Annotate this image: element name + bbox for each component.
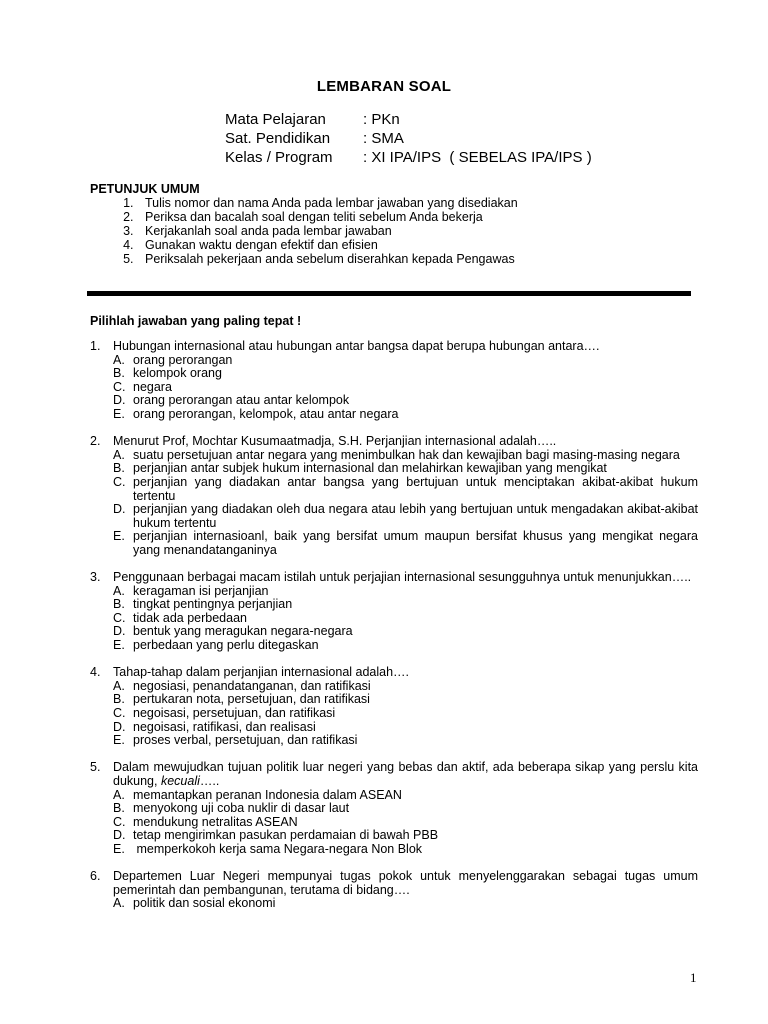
- instruction-item: 3. Kerjakanlah soal anda pada lembar jawaban: [137, 224, 518, 238]
- option-text: negoisasi, persetujuan, dan ratifikasi: [133, 706, 336, 721]
- page-title: LEMBARAN SOAL: [316, 78, 452, 95]
- answer-option: [113, 680, 698, 694]
- question-text: [113, 761, 698, 788]
- subject-value: : PKn: [363, 111, 400, 128]
- answer-option: [113, 816, 698, 830]
- option-letter: C.: [113, 610, 126, 625]
- question-number: 2.: [90, 434, 101, 449]
- option-letter: D.: [113, 393, 126, 408]
- divider-rule: [87, 291, 691, 296]
- option-letter: D.: [113, 502, 126, 517]
- option-text: kelompok orang: [133, 366, 222, 381]
- question-number: 6.: [90, 869, 101, 884]
- answer-option: [113, 829, 698, 843]
- option-letter: A.: [113, 583, 125, 598]
- option-text: negara: [133, 379, 172, 394]
- option-text: bentuk yang meragukan negara-negara: [133, 624, 353, 639]
- subject-row: [225, 110, 592, 129]
- school-level-label: Sat. Pendidikan: [225, 130, 331, 147]
- question-stem: [90, 435, 698, 449]
- answer-option: [113, 789, 698, 803]
- option-text: perjanjian yang diadakan antar bangsa yang bertujuan untuk menciptakan akibat-akibat hukum tertentu: [133, 474, 698, 503]
- option-letter: A.: [113, 678, 125, 693]
- school-level-value: : SMA: [363, 130, 404, 147]
- answer-option: [113, 381, 698, 395]
- option-letter: B.: [113, 461, 125, 476]
- question-4: [90, 666, 698, 748]
- question-number: 5.: [90, 760, 101, 775]
- option-text: perjanjian internasioanl, baik yang bersifat umum maupun bersifat khusus yang mengikat negara yang menandatanganinya: [133, 529, 698, 557]
- answer-options: [90, 680, 698, 748]
- question-5: [90, 761, 698, 856]
- option-text: proses verbal, persetujuan, dan ratifikasi: [133, 733, 358, 748]
- option-text: pertukaran nota, persetujuan, dan ratifikasi: [133, 692, 370, 707]
- option-text: tetap mengirimkan pasukan perdamaian di bawah PBB: [133, 828, 439, 843]
- answer-options: [90, 897, 698, 911]
- option-text: negosiasi, penandatanganan, dan ratifikasi: [133, 678, 371, 693]
- general-instructions: [90, 182, 518, 266]
- instruction-item: 4. Gunakan waktu dengan efektif dan efisien: [137, 238, 518, 252]
- question-list: [90, 340, 698, 925]
- answer-options: [90, 789, 698, 857]
- question-text-tail: …..: [199, 774, 220, 788]
- answer-option: [113, 476, 698, 503]
- question-text: Menurut Prof, Mochtar Kusumaatmadja, S.H. Perjanjian internasional adalah…..: [113, 434, 557, 449]
- option-text: mendukung netralitas ASEAN: [133, 814, 298, 829]
- option-letter: D.: [113, 828, 126, 843]
- option-letter: C.: [113, 379, 126, 394]
- option-letter: E.: [113, 841, 125, 856]
- option-letter: B.: [113, 692, 125, 707]
- option-text: memantapkan peranan Indonesia dalam ASEAN: [133, 787, 402, 802]
- answer-options: [90, 449, 698, 558]
- question-number: 1.: [90, 339, 101, 353]
- answer-options: [90, 354, 698, 422]
- option-text: politik dan sosial ekonomi: [133, 896, 276, 911]
- answer-option: [113, 394, 698, 408]
- option-letter: E.: [113, 406, 125, 421]
- option-text: orang perorangan atau antar kelompok: [133, 393, 350, 408]
- answer-option: [113, 449, 698, 463]
- question-3: [90, 571, 698, 653]
- instruction-item: 1. Tulis nomor dan nama Anda pada lembar jawaban yang disediakan: [137, 196, 518, 210]
- question-stem: [90, 340, 698, 354]
- question-text: Departemen Luar Negeri mempunyai tugas pokok untuk menyelenggarakan sebagai tugas umum pemerintah dan pembangunan, terutama di bidang….: [113, 869, 698, 897]
- answer-option: [113, 721, 698, 735]
- question-6: [90, 870, 698, 911]
- question-text-main: Dalam mewujudkan tujuan politik luar negeri yang bebas dan aktif, ada beberapa sikap yang perslu kita dukung,: [113, 760, 698, 788]
- option-text: tingkat pentingnya perjanjian: [133, 597, 293, 612]
- answer-option: [113, 530, 698, 557]
- option-letter: D.: [113, 624, 126, 639]
- option-text: negoisasi, ratifikasi, dan realisasi: [133, 719, 316, 734]
- answer-option: [113, 625, 698, 639]
- subject-label: Mata Pelajaran: [225, 111, 326, 128]
- option-letter: B.: [113, 801, 125, 816]
- option-letter: C.: [113, 706, 126, 721]
- question-stem: [90, 761, 698, 788]
- question-text: Hubungan internasional atau hubungan antar bangsa dapat berupa hubungan antara….: [113, 339, 600, 353]
- instructions-heading: PETUNJUK UMUM: [90, 182, 200, 196]
- option-letter: E.: [113, 529, 125, 544]
- option-text: keragaman isi perjanjian: [133, 583, 269, 598]
- option-letter: E.: [113, 733, 125, 748]
- option-text: memperkokoh kerja sama Negara-negara Non Blok: [133, 841, 423, 856]
- question-2: [90, 435, 698, 557]
- option-text: menyokong uji coba nuklir di dasar laut: [133, 801, 350, 816]
- question-prompt: Pilihlah jawaban yang paling tepat !: [90, 314, 302, 328]
- instructions-list: [90, 196, 518, 266]
- option-letter: C.: [113, 474, 126, 489]
- instruction-item: 5. Periksalah pekerjaan anda sebelum diserahkan kepada Pengawas: [137, 252, 518, 266]
- answer-option: [113, 707, 698, 721]
- answer-option: [113, 612, 698, 626]
- option-text: suatu persetujuan antar negara yang menimbulkan hak dan kewajiban bagi masing-masing negara: [133, 447, 680, 462]
- class-program-row: [225, 148, 592, 167]
- option-text: orang perorangan, kelompok, atau antar negara: [133, 406, 399, 421]
- option-letter: A.: [113, 352, 125, 367]
- question-text: Tahap-tahap dalam perjanjian internasional adalah….: [113, 665, 410, 680]
- question-number: 4.: [90, 665, 101, 680]
- class-program-label: Kelas / Program: [225, 149, 333, 166]
- option-letter: B.: [113, 366, 125, 381]
- question-1: [90, 340, 698, 422]
- option-letter: A.: [113, 896, 125, 911]
- answer-option: [113, 734, 698, 748]
- option-text: perjanjian antar subjek hukum internasional dan melahirkan kewajiban yang mengikat: [133, 461, 607, 476]
- answer-option: [113, 367, 698, 381]
- answer-options: [90, 585, 698, 653]
- option-letter: A.: [113, 447, 125, 462]
- question-stem: [90, 666, 698, 680]
- question-text: Penggunaan berbagai macam istilah untuk perjajian internasional sesungguhnya untuk menunjukkan…..: [113, 570, 692, 585]
- class-program-value: : XI IPA/IPS ( SEBELAS IPA/IPS ): [363, 149, 592, 166]
- answer-option: [113, 639, 698, 653]
- answer-option: [113, 354, 698, 368]
- answer-option: [113, 693, 698, 707]
- answer-option: [113, 897, 698, 911]
- option-text: perbedaan yang perlu ditegaskan: [133, 638, 319, 653]
- answer-option: [113, 802, 698, 816]
- page-number: 1: [690, 970, 697, 985]
- answer-option: [113, 503, 698, 530]
- school-level-row: [225, 129, 592, 148]
- option-letter: B.: [113, 597, 125, 612]
- question-stem: [90, 870, 698, 897]
- option-text: perjanjian yang diadakan oleh dua negara atau lebih yang bertujuan untuk mengadakan akibat-akibat hukum tertentu: [133, 502, 698, 530]
- option-text: tidak ada perbedaan: [133, 610, 247, 625]
- question-text-emphasis: kecuali: [160, 774, 200, 788]
- question-stem: [90, 571, 698, 585]
- instruction-item: 2. Periksa dan bacalah soal dengan teliti sebelum Anda bekerja: [137, 210, 518, 224]
- answer-option: [113, 408, 698, 422]
- answer-option: [113, 598, 698, 612]
- option-letter: A.: [113, 787, 125, 802]
- answer-option: [113, 585, 698, 599]
- option-letter: D.: [113, 719, 126, 734]
- option-text: orang perorangan: [133, 352, 233, 367]
- option-letter: E.: [113, 638, 125, 653]
- answer-option: [113, 843, 698, 857]
- answer-option: [113, 462, 698, 476]
- question-number: 3.: [90, 570, 101, 585]
- option-letter: C.: [113, 814, 126, 829]
- subject-info: [225, 110, 592, 167]
